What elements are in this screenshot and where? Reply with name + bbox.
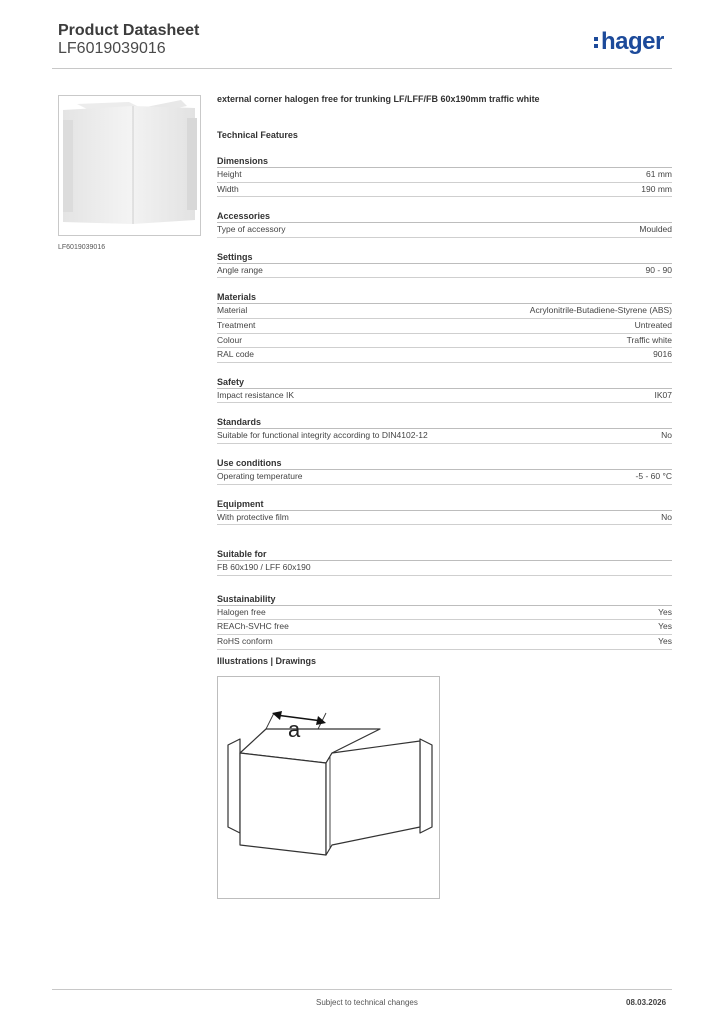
row-label: Operating temperature [217,470,303,481]
table-row [217,429,672,444]
row-label: Halogen free [217,606,266,617]
row-value: Yes [658,635,672,646]
product-description: external corner halogen free for trunking LF/LFF/FB 60x190mm traffic white [217,94,540,104]
row-value: No [661,430,672,441]
section-dimensions [217,156,672,197]
row-label: Colour [217,334,243,345]
doc-title: Product Datasheet [58,22,200,39]
footer-date: 08.03.2026 [626,998,667,1007]
table-row [217,183,672,198]
row-value: Untreated [634,319,672,330]
row-label: REACh-SVHC free [217,621,289,632]
section-settings [217,252,672,279]
row-label: Angle range [217,264,263,275]
section-suitable-for [217,549,672,576]
thumbnail-caption: LF6019039016 [58,244,106,251]
table-row [217,389,672,404]
row-label: Width [217,183,239,194]
row-label: Suitable for functional integrity according to DIN4102-12 [217,430,428,441]
row-value: Acrylonitrile-Butadiene-Styrene (ABS) [529,305,672,316]
section-standards [217,417,672,444]
logo-dots-icon [594,34,599,51]
section-title: Equipment [217,499,672,511]
row-value: Moulded [639,224,672,235]
header-divider [52,68,672,69]
table-row [217,606,672,621]
dimension-label: a [288,717,301,742]
table-row [217,319,672,334]
table-row [217,304,672,319]
table-row [217,620,672,635]
row-label: Impact resistance IK [217,389,295,400]
section-title: Use conditions [217,458,672,470]
section-sustainability [217,594,672,650]
technical-features-title: Technical Features [217,130,298,140]
footer-note: Subject to technical changes [316,998,418,1007]
table-row [217,264,672,279]
logo-text: hager [601,28,664,55]
table-row [217,168,672,183]
table-row [217,635,672,650]
table-row [217,348,672,363]
row-label: Type of accessory [217,224,286,235]
section-title: Standards [217,417,672,429]
row-value: 190 mm [641,183,672,194]
product-thumbnail [58,95,201,236]
row-value: -5 - 60 °C [635,470,672,481]
row-value: Yes [658,621,672,632]
table-row [217,470,672,485]
section-title: Suitable for [217,549,672,561]
section-title: Safety [217,377,672,389]
row-label: RoHS conform [217,635,273,646]
section-title: Accessories [217,211,672,223]
corner-piece-photo-icon [59,96,200,235]
section-equipment [217,499,672,526]
corner-drawing-icon [218,677,439,898]
table-row [217,561,672,576]
row-label: Material [217,305,248,316]
technical-content [217,94,672,650]
section-title: Materials [217,292,672,304]
table-row [217,223,672,238]
row-value: IK07 [654,389,672,400]
section-title: Sustainability [217,594,672,606]
table-row [217,511,672,526]
row-value: 9016 [653,349,672,360]
row-label: Height [217,169,242,179]
row-value: No [661,511,672,522]
footer-divider [52,989,672,990]
row-label: FB 60x190 / LFF 60x190 [217,562,311,573]
section-accessories [217,211,672,238]
row-label: Treatment [217,319,256,330]
section-safety [217,377,672,404]
hager-logo[interactable] [594,28,664,56]
section-use-conditions [217,458,672,485]
row-value: Yes [658,606,672,617]
section-title: Settings [217,252,672,264]
doc-code: LF6019039016 [58,40,166,57]
section-title: Dimensions [217,156,672,168]
section-materials [217,292,672,362]
technical-drawing [217,676,440,899]
row-value: 90 - 90 [645,264,672,275]
row-value: 61 mm [646,169,672,179]
illustrations-title: Illustrations | Drawings [217,656,317,666]
row-value: Traffic white [626,334,672,345]
row-label: With protective film [217,511,289,522]
row-label: RAL code [217,349,255,360]
table-row [217,334,672,349]
